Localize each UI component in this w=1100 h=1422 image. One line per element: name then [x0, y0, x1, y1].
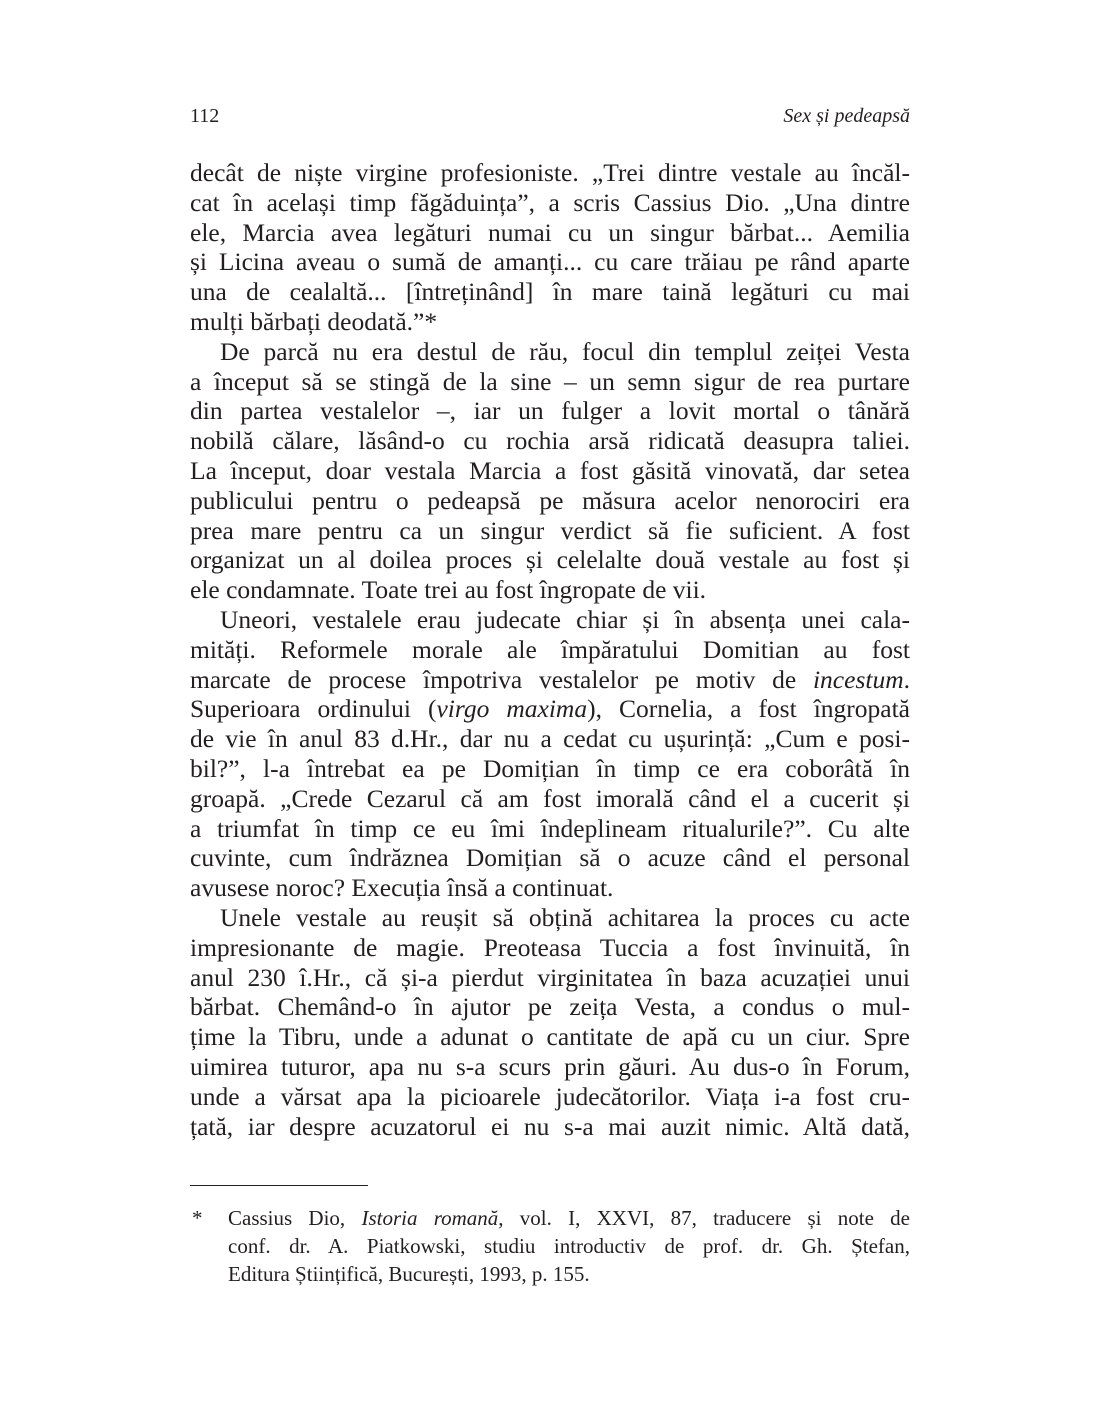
italic-term: incestum	[812, 664, 904, 694]
book-page	[190, 96, 910, 1288]
page-number: 112	[190, 105, 220, 127]
text-line: decât de niște virgine profesioniste. „Trei dintre vestale au încăl-	[190, 158, 910, 187]
text-line: Unele vestale au reușit să obțină achitarea la proces cu acte	[220, 902, 910, 932]
running-title: Sex și pedeapsă	[783, 105, 910, 127]
text-line: unde a vărsat apa la picioarele judecătorilor. Viața i-a fost cru-	[190, 1081, 910, 1111]
text-line: Uneori, vestalele erau judecate chiar și în absența unei cala-	[220, 604, 910, 634]
text-line: nobilă călare, lăsând-o cu rochia arsă ridicată deasupra taliei.	[190, 426, 910, 456]
text-line: din partea vestalelor –, iar un fulger a lovit mortal o tânără	[190, 396, 910, 426]
paragraph	[190, 605, 910, 903]
text-line: țată, iar despre acuzatorul ei nu s-a mai auzit nimic. Altă dată,	[190, 1111, 910, 1141]
text-line: prea mare pentru ca un singur verdict să fie suficient. A fost	[190, 515, 910, 545]
text-line: cat în același timp făgăduința”, a scris Cassius Dio. „Una dintre	[190, 187, 910, 217]
text-line: marcate de procese împotriva vestalelor pe motiv de incestum.	[190, 664, 910, 694]
text-line: La început, doar vestala Marcia a fost găsită vinovată, dar setea	[190, 455, 910, 485]
footnote-marker: *	[192, 1206, 203, 1231]
text-line: mulți bărbați deodată.”*	[190, 306, 438, 336]
text-line: a început să se stingă de la sine – un semn sigur de rea purtare	[190, 366, 910, 396]
text-line: de vie în anul 83 d.Hr., dar nu a cedat cu ușurință: „Cum e posi-	[190, 724, 910, 754]
text-line: impresionante de magie. Preoteasa Tuccia a fost învinuită, în	[190, 932, 910, 962]
footnote-line: Cassius Dio, Istoria romană, vol. I, XXVI, 87, traducere și note de	[228, 1206, 910, 1231]
footnote-line: conf. dr. A. Piatkowski, studiu introductiv de prof. dr. Gh. Ștefan,	[228, 1234, 910, 1259]
text-line: De parcă nu era destul de rău, focul din templul zeiței Vesta	[220, 336, 910, 366]
text-line: organizat un al doilea proces și celelalte două vestale au fost și	[190, 545, 910, 575]
running-header	[190, 96, 910, 136]
text-line: bărbat. Chemând-o în ajutor pe zeița Vesta, a condus o mul-	[190, 992, 910, 1022]
text-line: uimirea tuturor, apa nu s-a scurs prin găuri. Au dus-o în Forum,	[190, 1051, 910, 1081]
text-line: ele, Marcia avea legături numai cu un singur bărbat... Aemilia	[190, 217, 910, 247]
text-line: Superioara ordinului (virgo maxima), Cornelia, a fost îngropată	[190, 694, 910, 724]
footnote-separator	[190, 1185, 368, 1186]
paragraph	[190, 903, 910, 1141]
paragraph	[190, 158, 910, 337]
text-line: ele condamnate. Toate trei au fost îngropate de vii.	[190, 575, 707, 605]
text-line: avusese noroc? Execuția însă a continuat.	[190, 873, 614, 903]
body-text	[190, 158, 910, 1141]
italic-term: Istoria romană	[361, 1206, 499, 1231]
text-line: țime la Tibru, unde a adunat o cantitate de apă cu un ciur. Spre	[190, 1022, 910, 1052]
italic-term: virgo maxima	[436, 694, 588, 724]
text-line: anul 230 î.Hr., că și-a pierdut virginitatea în baza acuzației unui	[190, 962, 910, 992]
text-line: și Licina aveau o sumă de amanți... cu care trăiau pe rând aparte	[190, 247, 910, 277]
text-line: a triumfat în timp ce eu îmi îndeplineam ritualurile?”. Cu alte	[190, 813, 910, 843]
text-line: cuvinte, cum îndrăznea Domițian să o acuze când el personal	[190, 843, 910, 873]
text-line: mități. Reformele morale ale împăratului Domitian au fost	[190, 634, 910, 664]
text-line: una de cealaltă... [întreținând] în mare taină legături cu mai	[190, 277, 910, 307]
paragraph	[190, 337, 910, 605]
footnote-line: Editura Științifică, București, 1993, p. 155.	[228, 1262, 590, 1287]
text-line: groapă. „Crede Cezarul că am fost imorală când el a cucerit și	[190, 783, 910, 813]
text-line: publicului pentru o pedeapsă pe măsura acelor nenorociri era	[190, 485, 910, 515]
text-line: bil?”, l-a întrebat ea pe Domițian în timp ce era coborâtă în	[190, 753, 910, 783]
footnote	[190, 1204, 910, 1288]
